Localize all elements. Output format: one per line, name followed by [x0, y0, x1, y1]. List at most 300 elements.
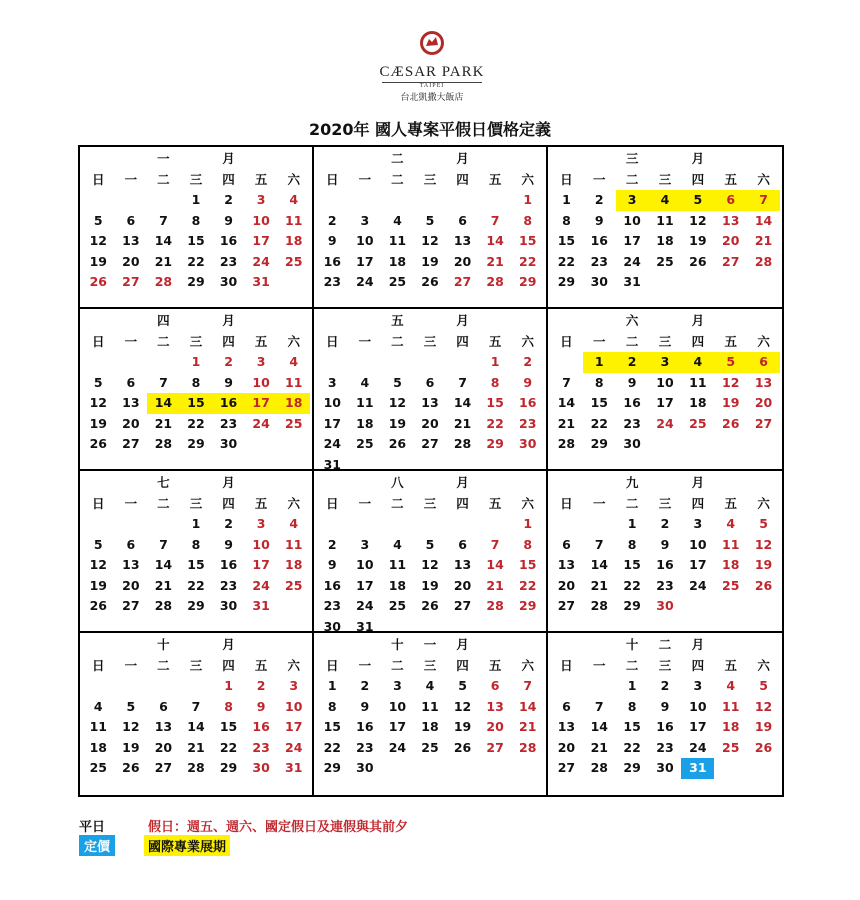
empty-cell	[714, 635, 747, 656]
day-cell: 16	[323, 253, 341, 269]
empty-cell	[414, 514, 447, 535]
day-cell: 7	[159, 374, 168, 390]
day-cell: 11	[356, 395, 374, 410]
day-cell: 31	[252, 598, 270, 613]
day-cell: 8	[191, 212, 201, 228]
day-cell: 6	[126, 536, 136, 552]
day-cell: 16	[356, 719, 374, 734]
page-title: 2020年 國人專案平假日價格定義	[308, 120, 552, 139]
day-cell: 24	[689, 577, 707, 593]
day-cell: 22	[557, 253, 576, 269]
empty-cell	[714, 149, 747, 170]
day-cell: 13	[453, 233, 472, 248]
month-days-grid	[316, 311, 544, 475]
day-cell: 11	[656, 212, 674, 228]
weekday-header: 六	[757, 657, 770, 673]
weekday-header: 六	[521, 657, 534, 673]
day-cell: 9	[660, 698, 670, 714]
month-4	[80, 309, 314, 471]
day-cell: 18	[285, 233, 303, 248]
day-cell: 19	[689, 233, 707, 248]
day-cell: 5	[93, 374, 103, 390]
month-name-char: 六	[625, 313, 639, 328]
day-cell: 4	[649, 190, 682, 211]
weekday-header: 二	[157, 657, 170, 673]
empty-cell	[479, 149, 512, 170]
empty-cell	[583, 514, 616, 535]
day-cell: 24	[323, 436, 341, 451]
day-cell: 24	[285, 739, 303, 755]
empty-cell	[245, 149, 278, 170]
day-cell: 12	[122, 719, 140, 734]
day-cell: 22	[187, 415, 205, 431]
day-cell: 2	[256, 678, 266, 693]
empty-cell	[349, 514, 382, 535]
caesar-emblem-icon	[417, 28, 447, 58]
day-cell: 3	[360, 212, 370, 228]
day-cell: 1	[562, 192, 571, 207]
day-cell: 29	[623, 598, 641, 613]
day-cell: 4	[289, 516, 299, 531]
day-cell: 18	[421, 719, 439, 734]
weekday-header: 三	[189, 657, 203, 673]
month-name-char: 月	[222, 151, 235, 166]
legend-row-holiday	[79, 815, 408, 835]
empty-cell	[82, 190, 115, 211]
day-cell: 1	[224, 678, 233, 693]
weekday-header: 日	[560, 657, 573, 673]
day-cell: 12	[754, 536, 773, 552]
day-cell: 28	[154, 274, 173, 289]
day-cell: 30	[656, 598, 674, 613]
day-cell: 2	[616, 352, 649, 373]
logo-city: TAIPEI	[419, 83, 445, 89]
empty-cell	[747, 473, 780, 494]
day-cell: 11	[689, 374, 707, 390]
day-cell: 24	[656, 415, 674, 431]
empty-cell	[115, 473, 148, 494]
day-cell: 9	[360, 698, 370, 714]
day-cell: 3	[693, 516, 703, 531]
day-cell: 7	[191, 698, 201, 714]
day-cell: 27	[722, 253, 740, 269]
empty-cell	[316, 352, 349, 373]
day-cell: 15	[323, 719, 341, 734]
month-2	[314, 147, 548, 309]
empty-cell	[511, 149, 544, 170]
day-cell: 29	[187, 598, 205, 613]
day-cell: 22	[219, 739, 238, 755]
day-cell: 8	[490, 374, 500, 390]
day-cell: 26	[453, 739, 472, 755]
day-cell: 20	[453, 253, 472, 269]
day-cell: 26	[388, 436, 407, 451]
empty-cell	[414, 311, 447, 332]
day-cell: 12	[689, 212, 707, 228]
day-cell: 22	[623, 739, 641, 755]
day-cell: 24	[252, 577, 270, 593]
day-cell: 9	[594, 212, 604, 228]
empty-cell	[115, 635, 148, 656]
day-cell: 9	[224, 212, 233, 228]
day-cell: 24	[252, 253, 270, 269]
day-cell: 22	[623, 577, 641, 593]
weekday-header: 四	[456, 333, 469, 349]
day-cell: 25	[285, 415, 303, 431]
day-cell: 29	[557, 274, 576, 289]
day-cell: 3	[327, 374, 337, 390]
month-name-char: 月	[456, 637, 469, 652]
day-cell: 16	[656, 719, 674, 734]
weekday-header: 六	[521, 333, 534, 349]
empty-cell	[349, 190, 382, 211]
day-cell: 26	[89, 436, 107, 451]
day-cell: 5	[759, 678, 768, 693]
day-cell: 30	[323, 618, 341, 634]
day-cell: 5	[93, 536, 103, 552]
day-cell: 22	[323, 739, 341, 755]
month-7	[80, 471, 314, 633]
day-cell: 25	[285, 577, 303, 593]
day-cell: 21	[486, 577, 504, 593]
day-cell: 2	[224, 354, 233, 369]
day-cell: 10	[323, 395, 341, 410]
weekday-header: 四	[691, 495, 705, 511]
day-cell: 6	[562, 536, 571, 552]
month-name-char: 十	[391, 637, 404, 652]
empty-cell	[414, 473, 447, 494]
month-3	[548, 147, 782, 309]
day-cell: 1	[191, 192, 201, 207]
weekday-header: 一	[358, 171, 372, 187]
month-name-char: 十	[625, 637, 639, 652]
weekday-header: 三	[658, 171, 672, 187]
weekday-header: 四	[691, 657, 705, 673]
weekday-header: 五	[254, 657, 268, 673]
month-name-char: 二	[658, 637, 672, 652]
day-cell: 13	[557, 719, 576, 734]
weekday-header: 六	[757, 333, 770, 349]
day-cell: 28	[453, 436, 472, 451]
day-cell: 2	[360, 678, 370, 693]
weekday-header: 二	[625, 657, 639, 673]
day-cell: 26	[689, 253, 707, 269]
weekday-header: 四	[456, 171, 469, 187]
weekday-header: 六	[287, 333, 300, 349]
day-cell: 24	[623, 253, 641, 269]
day-cell: 15	[557, 233, 576, 248]
day-cell: 26	[89, 274, 107, 289]
day-cell: 11	[388, 557, 407, 572]
month-name-char: 一	[423, 637, 437, 652]
day-cell: 30	[590, 274, 608, 289]
logo-chinese-name: 台北凱撒大飯店	[400, 93, 464, 103]
day-cell: 29	[519, 598, 537, 613]
day-cell: 23	[323, 598, 341, 613]
empty-cell	[479, 514, 512, 535]
day-cell: 27	[122, 274, 140, 289]
month-name-char: 月	[222, 475, 235, 490]
day-cell: 10	[388, 698, 407, 714]
day-cell: 28	[590, 760, 608, 775]
day-cell: 6	[425, 374, 435, 390]
empty-cell	[479, 311, 512, 332]
empty-cell	[115, 190, 148, 211]
weekday-header: 一	[593, 171, 606, 187]
day-cell: 27	[421, 436, 439, 451]
day-cell: 16	[219, 233, 238, 248]
month-name-char: 月	[691, 313, 705, 328]
day-cell: 4	[726, 516, 736, 531]
legend	[79, 815, 408, 855]
day-cell: 11	[285, 374, 303, 390]
weekday-header: 三	[658, 657, 672, 673]
day-cell: 2	[224, 516, 233, 531]
day-cell: 11	[285, 212, 303, 228]
month-name-char: 二	[391, 151, 404, 166]
empty-cell	[583, 311, 616, 332]
weekday-header: 一	[124, 657, 138, 673]
day-cell: 3	[256, 192, 266, 207]
day-cell: 4	[289, 192, 299, 207]
day-cell: 11	[722, 536, 740, 552]
day-cell: 9	[523, 374, 533, 390]
day-cell: 17	[356, 253, 374, 269]
weekday-header: 日	[560, 333, 573, 349]
day-cell: 23	[323, 274, 341, 289]
day-cell: 28	[590, 598, 608, 613]
month-1	[80, 147, 314, 309]
day-cell: 17	[623, 233, 641, 248]
empty-cell	[180, 473, 213, 494]
day-cell: 25	[388, 274, 407, 289]
day-cell: 18	[722, 557, 740, 572]
day-cell: 30	[219, 436, 238, 451]
weekday-header: 二	[157, 333, 170, 349]
empty-cell	[277, 635, 310, 656]
empty-cell	[349, 473, 382, 494]
weekday-header: 日	[326, 657, 339, 673]
day-cell: 21	[187, 739, 205, 755]
day-cell: 29	[219, 760, 238, 775]
weekday-header: 三	[658, 495, 672, 511]
day-cell: 8	[523, 212, 533, 228]
empty-cell	[714, 473, 747, 494]
day-cell: 13	[122, 395, 140, 410]
legend-expo-text: 國際專業展期	[144, 835, 230, 856]
day-cell: 7	[490, 212, 500, 228]
day-cell: 14	[154, 557, 173, 572]
weekday-header: 六	[757, 495, 770, 511]
day-cell: 24	[252, 415, 270, 431]
day-cell: 27	[557, 760, 576, 775]
day-cell: 27	[453, 598, 472, 613]
day-cell: 11	[421, 698, 439, 714]
empty-cell	[82, 311, 115, 332]
day-cell: 19	[89, 577, 107, 593]
day-cell: 1	[191, 516, 201, 531]
day-cell: 19	[722, 395, 740, 410]
day-cell: 3	[360, 536, 370, 552]
month-days-grid	[550, 635, 780, 779]
day-cell: 30	[656, 760, 674, 775]
weekday-header: 二	[625, 171, 639, 187]
weekday-header: 五	[488, 657, 502, 673]
day-cell: 17	[245, 393, 278, 414]
day-cell: 25	[656, 253, 674, 269]
day-cell: 2	[327, 212, 337, 228]
day-cell: 31	[285, 760, 303, 775]
day-cell: 21	[154, 253, 173, 269]
day-cell: 1	[523, 192, 533, 207]
day-cell: 17	[356, 577, 374, 593]
day-cell: 4	[681, 352, 714, 373]
day-cell: 3	[256, 354, 266, 369]
day-cell: 2	[224, 192, 233, 207]
day-cell: 20	[557, 577, 576, 593]
weekday-header: 一	[124, 171, 138, 187]
weekday-header: 三	[423, 495, 437, 511]
empty-cell	[82, 473, 115, 494]
month-8	[314, 471, 548, 633]
weekday-header: 二	[157, 171, 170, 187]
day-cell: 19	[754, 719, 773, 734]
empty-cell	[349, 352, 382, 373]
day-cell: 1	[627, 516, 637, 531]
day-cell: 18	[656, 233, 674, 248]
day-cell: 13	[421, 395, 439, 410]
day-cell: 23	[519, 415, 537, 431]
day-cell: 8	[224, 698, 233, 714]
day-cell: 31	[623, 274, 641, 289]
day-cell: 29	[623, 760, 641, 775]
weekday-header: 日	[92, 495, 105, 511]
day-cell: 10	[285, 698, 303, 714]
day-cell: 13	[453, 557, 472, 572]
day-cell: 16	[219, 557, 238, 572]
day-cell: 12	[754, 698, 773, 714]
empty-cell	[446, 352, 479, 373]
weekday-header: 二	[391, 171, 404, 187]
weekday-header: 五	[254, 171, 268, 187]
day-cell: 25	[421, 739, 439, 755]
empty-cell	[479, 473, 512, 494]
empty-cell	[550, 635, 583, 656]
weekday-header: 五	[724, 171, 737, 187]
day-cell: 3	[649, 352, 682, 373]
weekday-header: 六	[521, 171, 534, 187]
day-cell: 28	[557, 436, 576, 451]
empty-cell	[349, 311, 382, 332]
day-cell: 17	[689, 719, 707, 734]
weekday-header: 六	[287, 171, 300, 187]
empty-cell	[82, 352, 115, 373]
day-cell: 12	[89, 233, 107, 248]
day-cell: 28	[187, 760, 205, 775]
day-cell: 13	[557, 557, 576, 572]
day-cell: 17	[388, 719, 407, 734]
day-cell: 12	[89, 557, 107, 572]
empty-cell	[583, 635, 616, 656]
empty-cell	[714, 311, 747, 332]
day-cell: 27	[154, 760, 173, 775]
day-cell: 7	[594, 698, 604, 714]
day-cell: 26	[421, 598, 439, 613]
empty-cell	[381, 190, 414, 211]
day-cell: 14	[519, 698, 537, 714]
day-cell: 6	[490, 678, 500, 693]
day-cell: 17	[323, 415, 341, 431]
empty-cell	[583, 676, 616, 697]
day-cell: 31	[323, 456, 341, 472]
day-cell: 20	[122, 415, 140, 431]
day-cell: 6	[126, 374, 136, 390]
day-cell: 15	[519, 557, 537, 572]
day-cell: 20	[453, 577, 472, 593]
day-cell: 30	[219, 598, 238, 613]
day-cell: 21	[154, 577, 173, 593]
month-name-char: 月	[456, 475, 469, 490]
weekday-header: 五	[254, 495, 268, 511]
weekday-header: 四	[222, 657, 235, 673]
day-cell: 1	[490, 354, 500, 369]
day-cell: 14	[486, 557, 504, 572]
day-cell: 8	[627, 698, 637, 714]
day-cell: 28	[486, 274, 504, 289]
day-cell: 24	[689, 739, 707, 755]
weekday-header: 四	[222, 495, 235, 511]
month-name-char: 四	[157, 313, 170, 328]
day-cell: 15	[519, 233, 537, 248]
day-cell: 25	[722, 577, 740, 593]
day-cell: 18	[388, 577, 407, 593]
day-cell: 30	[356, 760, 374, 775]
empty-cell	[277, 149, 310, 170]
day-cell: 16	[590, 233, 608, 248]
weekday-header: 日	[92, 333, 105, 349]
month-days-grid	[82, 635, 310, 779]
day-cell: 15	[623, 557, 641, 572]
day-cell: 18	[689, 395, 707, 410]
weekday-header: 日	[326, 171, 339, 187]
day-cell: 6	[562, 698, 571, 714]
day-cell: 3	[393, 678, 402, 693]
day-cell: 30	[623, 436, 641, 451]
day-cell: 16	[323, 577, 341, 593]
day-cell: 29	[323, 760, 341, 775]
weekday-header: 日	[326, 495, 339, 511]
day-cell: 12	[388, 395, 407, 410]
empty-cell	[550, 149, 583, 170]
day-cell: 11	[388, 233, 407, 248]
weekday-header: 五	[254, 333, 268, 349]
empty-cell	[245, 635, 278, 656]
day-cell: 4	[425, 678, 435, 693]
empty-cell	[115, 514, 148, 535]
day-cell: 9	[224, 374, 233, 390]
month-name-char: 月	[456, 313, 469, 328]
day-cell: 8	[191, 374, 201, 390]
day-cell: 7	[523, 678, 533, 693]
weekday-header: 二	[391, 495, 404, 511]
empty-cell	[649, 149, 682, 170]
month-5	[314, 309, 548, 471]
weekday-header: 三	[189, 495, 203, 511]
day-cell: 22	[519, 253, 537, 269]
month-name-char: 月	[222, 637, 235, 652]
day-cell: 12	[89, 395, 107, 410]
day-cell: 2	[660, 678, 670, 693]
